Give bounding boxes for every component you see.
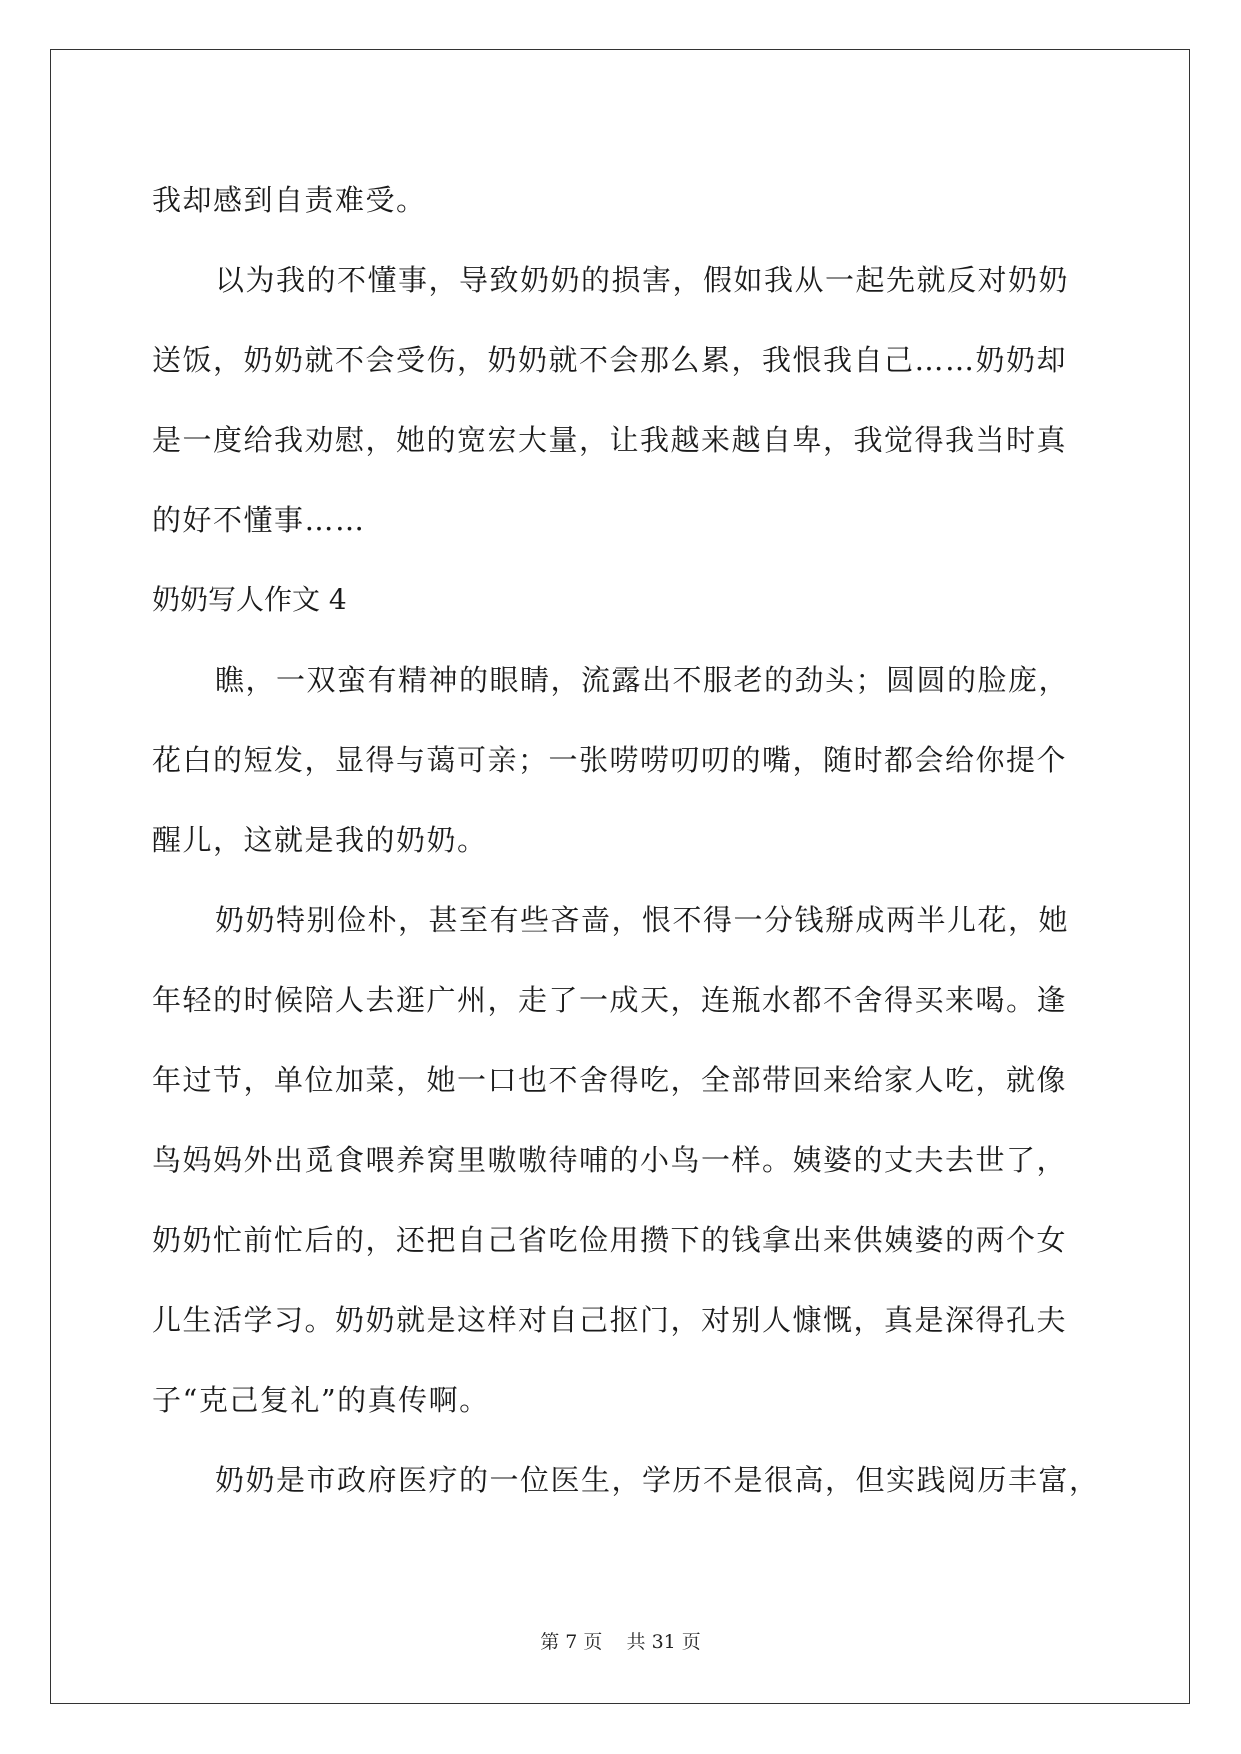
total-page-count: 共 31 页 (626, 1631, 701, 1653)
paragraph-line: 鸟妈妈外出觅食喂养窝里嗷嗷待哺的小鸟一样。姨婆的丈夫去世了， (152, 1143, 1068, 1177)
paragraph-line: 奶奶是市政府医疗的一位医生，学历不是很高，但实践阅历丰富， (215, 1463, 1100, 1497)
paragraph-line: 奶奶忙前忙后的，还把自己省吃俭用攒下的钱拿出来供姨婆的两个女 (152, 1223, 1068, 1257)
paragraph-line: 醒儿，这就是我的奶奶。 (152, 823, 488, 857)
paragraph-line: 是一度给我劝慰，她的宽宏大量，让我越来越自卑，我觉得我当时真 (152, 423, 1068, 457)
paragraph-line: 儿生活学习。奶奶就是这样对自己抠门，对别人慷慨，真是深得孔夫 (152, 1303, 1068, 1337)
paragraph-line: 送饭，奶奶就不会受伤，奶奶就不会那么累，我恨我自己……奶奶却 (152, 343, 1068, 377)
paragraph-line: 我却感到自责难受。 (152, 183, 427, 217)
paragraph-line: 子“克己复礼”的真传啊。 (152, 1383, 490, 1417)
paragraph-line: 的好不懂事…… (152, 503, 366, 537)
section-heading: 奶奶写人作文 4 (152, 583, 347, 616)
paragraph-line: 奶奶特别俭朴，甚至有些吝啬，恨不得一分钱掰成两半儿花，她 (215, 903, 1070, 937)
paragraph-line: 年过节，单位加菜，她一口也不舍得吃，全部带回来给家人吃，就像 (152, 1063, 1068, 1097)
paragraph-line: 年轻的时候陪人去逛广州，走了一成天，连瓶水都不舍得买来喝。逢 (152, 983, 1068, 1017)
paragraph-line: 以为我的不懂事，导致奶奶的损害，假如我从一起先就反对奶奶 (215, 263, 1070, 297)
paragraph-line: 瞧，一双蛮有精神的眼睛，流露出不服老的劲头；圆圆的脸庞， (215, 663, 1070, 697)
current-page-number: 第 7 页 (540, 1631, 603, 1653)
page-footer (0, 1627, 1241, 1654)
document-body (152, 160, 1100, 1520)
paragraph-line: 花白的短发，显得与蔼可亲；一张唠唠叨叨的嘴，随时都会给你提个 (152, 743, 1068, 777)
